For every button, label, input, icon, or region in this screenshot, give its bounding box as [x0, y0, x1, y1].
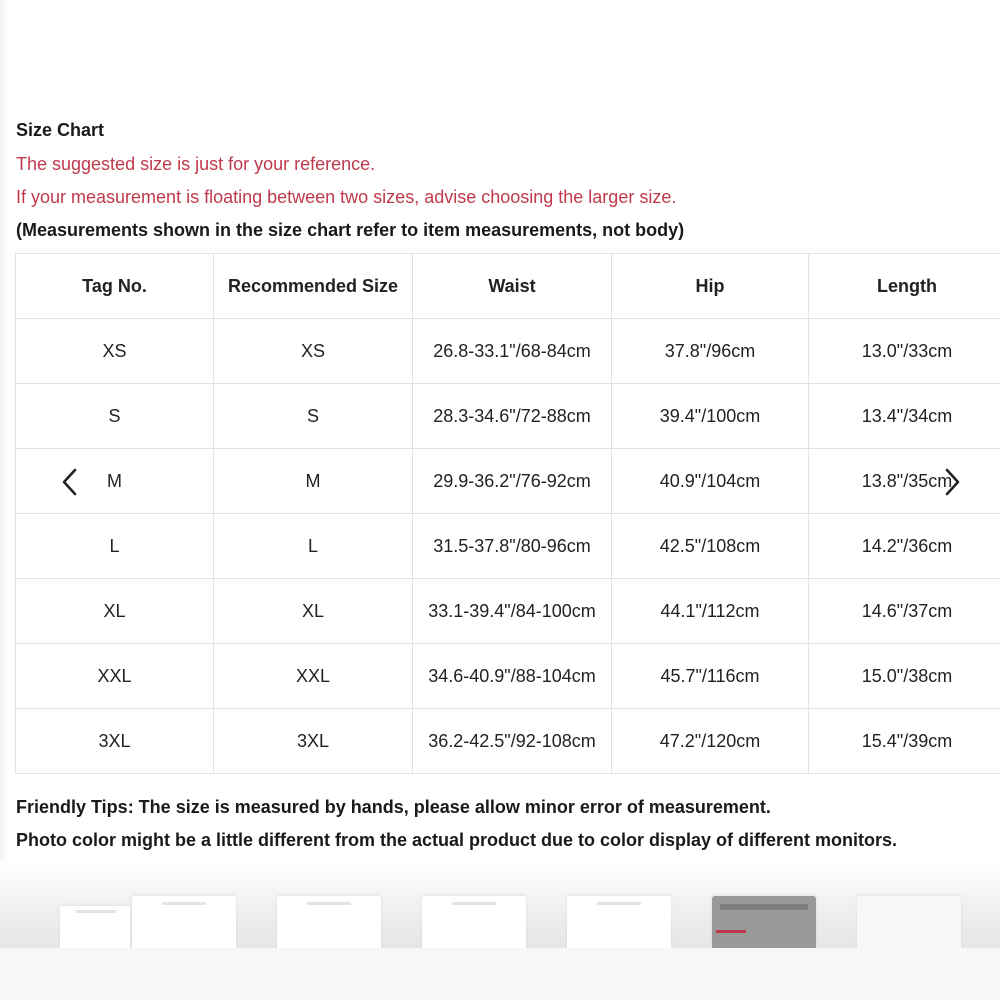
column-header-recommended-size: Recommended Size [214, 254, 413, 319]
thumbnail-1[interactable] [132, 896, 236, 948]
cell-tag: S [16, 384, 214, 449]
friendly-tips [16, 795, 1000, 861]
cell-length: 15.0"/38cm [809, 644, 1000, 709]
table-row [16, 644, 1000, 709]
table-header-row [16, 254, 1000, 319]
viewer-edge-shadow [0, 0, 8, 1000]
cell-waist: 31.5-37.8"/80-96cm [413, 514, 612, 579]
cell-hip: 40.9"/104cm [612, 449, 809, 514]
cell-hip: 37.8"/96cm [612, 319, 809, 384]
cell-length: 13.4"/34cm [809, 384, 1000, 449]
cell-length: 13.8"/35cm [809, 449, 1000, 514]
cell-hip: 47.2"/120cm [612, 709, 809, 774]
cell-recommended-size: S [214, 384, 413, 449]
cell-hip: 44.1"/112cm [612, 579, 809, 644]
cell-recommended-size: XS [214, 319, 413, 384]
cell-waist: 29.9-36.2"/76-92cm [413, 449, 612, 514]
larger-size-note: If your measurement is floating between two sizes, advise choosing the larger size. [16, 187, 677, 207]
cell-tag: XXL [16, 644, 214, 709]
cell-waist: 28.3-34.6"/72-88cm [413, 384, 612, 449]
viewer-bottom-band [0, 948, 1000, 1000]
column-header-hip: Hip [612, 254, 809, 319]
cell-recommended-size: XL [214, 579, 413, 644]
size-table [15, 253, 1000, 774]
cell-length: 14.2"/36cm [809, 514, 1000, 579]
tips-measurement: Friendly Tips: The size is measured by hands, please allow minor error of measurement. [16, 797, 771, 817]
table-row [16, 514, 1000, 579]
cell-waist: 36.2-42.5"/92-108cm [413, 709, 612, 774]
table-row [16, 709, 1000, 774]
cell-length: 14.6"/37cm [809, 579, 1000, 644]
cell-tag: L [16, 514, 214, 579]
cell-waist: 33.1-39.4"/84-100cm [413, 579, 612, 644]
thumbnail-5-active[interactable] [712, 896, 816, 948]
size-chart-header [16, 118, 986, 242]
cell-length: 15.4"/39cm [809, 709, 1000, 774]
table-row [16, 384, 1000, 449]
thumbnail-6[interactable] [857, 896, 961, 948]
cell-hip: 39.4"/100cm [612, 384, 809, 449]
chevron-right-icon [941, 467, 963, 497]
thumbnail-partial[interactable] [60, 906, 130, 948]
cell-tag: 3XL [16, 709, 214, 774]
cell-waist: 34.6-40.9"/88-104cm [413, 644, 612, 709]
cell-recommended-size: XXL [214, 644, 413, 709]
thumbnail-strip [0, 860, 1000, 948]
cell-tag: XL [16, 579, 214, 644]
next-image-button[interactable] [934, 464, 970, 500]
cell-recommended-size: L [214, 514, 413, 579]
item-measurement-note: (Measurements shown in the size chart refer to item measurements, not body) [16, 220, 685, 240]
reference-note: The suggested size is just for your reference. [16, 154, 376, 174]
table-row [16, 319, 1000, 384]
column-header-length: Length [809, 254, 1000, 319]
thumbnail-3[interactable] [422, 896, 526, 948]
previous-image-button[interactable] [52, 464, 88, 500]
cell-recommended-size: M [214, 449, 413, 514]
cell-hip: 45.7"/116cm [612, 644, 809, 709]
cell-tag: M [16, 449, 214, 514]
size-chart-title: Size Chart [16, 120, 105, 140]
column-header-waist: Waist [413, 254, 612, 319]
cell-recommended-size: 3XL [214, 709, 413, 774]
column-header-tag: Tag No. [16, 254, 214, 319]
chevron-left-icon [59, 467, 81, 497]
tips-color: Photo color might be a little different from the actual product due to color display of different monitors. [16, 830, 898, 850]
cell-length: 13.0"/33cm [809, 319, 1000, 384]
cell-tag: XS [16, 319, 214, 384]
table-row [16, 449, 1000, 514]
cell-hip: 42.5"/108cm [612, 514, 809, 579]
thumbnail-2[interactable] [277, 896, 381, 948]
cell-waist: 26.8-33.1"/68-84cm [413, 319, 612, 384]
thumbnail-4[interactable] [567, 896, 671, 948]
table-row [16, 579, 1000, 644]
